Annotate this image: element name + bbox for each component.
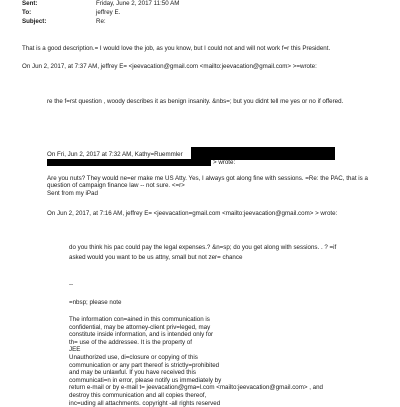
quote3-header: On Jun 2, 2017, at 7:16 AM, jeffrey E= <jeevacation=gmail.com <mailto:jeevacation@gmail.com> > wrote:	[47, 210, 338, 217]
to-value: jeffrey E.	[96, 9, 121, 16]
subject-label: Subject:	[22, 18, 47, 25]
sent-value: Friday, June 2, 2017 11:50 AM	[96, 0, 180, 7]
disclaimer-line: Unauthorized use, di=closure or copying of this	[69, 354, 198, 361]
quote2-header-end: > wrote:	[213, 159, 236, 166]
reply-line: That is a good description.= I would love the job, as you know, but I could not and will not work f=r this President.	[22, 45, 331, 52]
disclaimer-line: return e-mail or by e-mail t= jeevacation@gma=l.com <mailto:jeevacation@gmail.com> , and	[69, 384, 323, 392]
sent-label: Sent:	[22, 0, 38, 7]
disclaimer-line: destroy this communication and all copies thereof,	[69, 392, 207, 399]
disclaimer-line: communicati=n in error, please notify us immediately by	[69, 376, 222, 384]
disclaimer-line: constitute inside information, and is intended only for	[69, 331, 214, 339]
disclaimer-line: The information con=ained in this communication is	[69, 316, 210, 323]
subject-value: Re:	[96, 18, 106, 25]
to-label: To:	[22, 9, 32, 16]
sig-dashes: --	[69, 281, 74, 288]
quote2-sent: Sent from my iPad	[47, 190, 98, 197]
quote1-header: On Jun 2, 2017, at 7:37 AM, jeffrey E= <jeevacation@gmail.com <mailto:jeevacation@gmail.com> >=wrote:	[22, 63, 317, 70]
disclaimer-line: th= use of the addressee. It is the property of	[69, 338, 192, 346]
disclaimer-line: confidential, may be attorney-client priv=leged, may	[69, 323, 211, 331]
quote2-text: Are you nuts? They would ne=er make me US Atty. Yes, I always got along fine with sessions. =Re: the PAC, that is a question of campaign finance law -- not sure. <=r>	[47, 175, 368, 190]
redaction-block	[47, 159, 211, 166]
quote2-header: On Fri, Jun 2, 2017 at 7:32 AM, Kathy=Ruemmler	[47, 151, 183, 158]
disclaimer-line: and may be unlawful. If you have received this	[69, 369, 196, 377]
quote3-text: do you think his pac could pay the legal expenses.? &n=sp; do you get along with sessions. . ? =if	[69, 244, 337, 251]
disclaimer-line: communication or any part thereof is strictly=prohibited	[69, 361, 220, 369]
quote3-text: asked would you want to be us attny, small but not zer= chance	[69, 254, 243, 261]
disclaimer-line: JEE	[69, 346, 81, 354]
disclaimer-line: inc=uding all attachments. copyright -all rights reserved	[69, 399, 221, 407]
quote1-text: re the f=rst question , woody describes it as benign insanity. &nbs=; but you didnt tell me yes or no if offered.	[47, 98, 344, 105]
sig-note: =nbsp; please note	[69, 299, 122, 306]
